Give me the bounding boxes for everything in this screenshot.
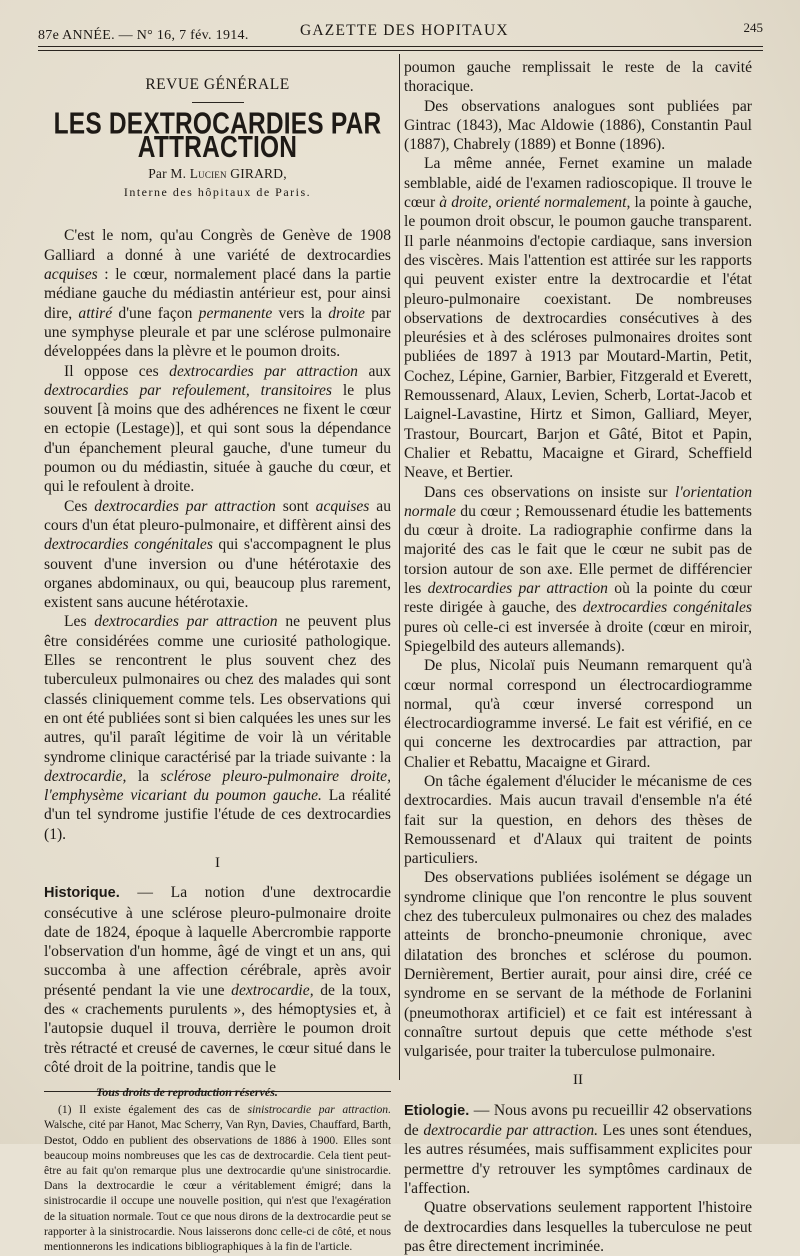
- article-title: LES DEXTROCARDIES PAR ATTRACTION: [53, 107, 382, 166]
- paragraph: On tâche également d'élucider le mécanisme de ces dextrocardies. Mais aucun travail d'ensemble n'a été fait sur la question, en dehors des thèses de Remoussenard et d'Alaux qui traitent de points particuliers.: [404, 772, 752, 868]
- section-number: II: [573, 1072, 583, 1089]
- rights-notice: Tous droits de reproduction réservés.: [96, 1085, 278, 1099]
- rubric-rule: [192, 102, 244, 103]
- rubric: REVUE GÉNÉRALE: [145, 76, 290, 93]
- section-number: I: [215, 854, 220, 871]
- paragraph: La même année, Fernet examine un malade semblable, aidé de l'examen radioscopique. Il trouve le cœur à droite, orienté normalement, la pointe à gauche, le poumon droit obscur, le poumon gauche transparent. Il parle néanmoins d'ectopie cardiaque, sans inversion des viscères. Mais l'attention est attirée sur les rapports qui peuvent exister entre la dextrocardie et l'état pleuro-pulmonaire coexistant. De nombreuses observations de dextrocardies consécutives à des pleurésies et à des scléroses pulmonaires droites sont publiées de 1897 à 1913 par Moutard-Martin, Petit, Cochez, Lépine, Garnier, Barbier, Fitzgerald et Everett, Remoussenard, Alaux, Levien, Scherb, Lortat-Jacob et Laignel-Lavastine, Hirtz et Simon, Galliard, Meyer, Trastour, Bourcart, Barjon et Gâté, Bitot et Papin, Chalier et Rebattu, Macaigne et Girard, Scheffield Neave, et Bertier.: [404, 155, 752, 482]
- paragraph: Ces dextrocardies par attraction sont acquises au cours d'un état pleuro-pulmonaire, et diffèrent ainsi des dextrocardies congénitales qui s'accompagnent le plus souvent d'une inversion ou d'une hétérotaxie des organes abdominaux, ou qui, beaucoup plus rarement, existent sans aucune hétérotaxie.: [44, 497, 391, 612]
- paragraph: poumon gauche remplissait le reste de la cavité thoracique.: [404, 59, 752, 96]
- section-heading: Etiologie.: [404, 1102, 470, 1119]
- paragraph: De plus, Nicolaï puis Neumann remarquent qu'à cœur normal correspond un électrocardiogramme normal, qu'à cœur inversé correspond un électrocardiogramme inversé. Le fait est vérifié, en ce qui concerne les dextrocardies par attraction, par Chalier et Rebattu, Macaigne et Girard.: [404, 657, 752, 771]
- paragraph: Quatre observations seulement rapportent l'histoire de dextrocardies dans lesquelles la tuberculose ne peut pas être directement incriminée.: [404, 1199, 752, 1255]
- paragraph: Etiologie. — Nous avons pu recueillir 42 observations de dextrocardie par attraction. Les unes sont étendues, les autres résumées, mais suffisamment explicites pour permettre d'y retrouver les symptômes cardinaux de l'affection.: [404, 1101, 752, 1197]
- paragraph: Dans ces observations on insiste sur l'orientation normale du cœur ; Remoussenard étudie les battements du cœur à droite. La radiographie confirme dans la majorité des cas le fait que le cœur ne subit pas de torsion autour de son axe. Elle permet de différencier les dextrocardies par attraction où la pointe du cœur reste dirigée à gauche, des dextrocardies congénitales pures où celle-ci est inversée à droite (cœur en miroir, Spiegelbild des auteurs allemands).: [404, 483, 753, 655]
- issue-info: 87e ANNÉE. — N° 16, 7 fév. 1914.: [38, 28, 249, 43]
- section-heading: Historique.: [44, 885, 120, 902]
- paragraph: Des observations publiées isolément se dégage un syndrome clinique que l'on rencontre le plus souvent chez des tuberculeux pulmonaires ou chez des malades atteints de broncho-pneumonie chronique, avec dilatation des bronches et sclérose du poumon. Dernièrement, Bertier aurait, pour ainsi dire, créé ce syndrome en se servant de la méthode de Forlanini (pneumothorax artificiel) et ce fait est intéressant à connaître surtout depuis que cette méthode s'est vulgarisée, pour traiter la tuberculose pulmonaire.: [404, 869, 752, 1061]
- paragraph: Historique. — La notion d'une dextrocardie consécutive à une sclérose pleuro-pulmonaire droite date de 1824, époque à laquelle Abercrombie rapporte l'observation d'un homme, âgé de vingt et un ans, qui succomba à une affection cérébrale, après avoir présenté pendant la vie une dextrocardie, de la toux, des « crachements purulents », des hémoptysies et, à l'autopsie duquel il trouva, derrière le poumon droit très rétracté et creusé de cavernes, le cœur situé dans le côté droit de la poitrine, tandis que le: [44, 884, 392, 1076]
- author-prefix: Par M.: [148, 165, 187, 181]
- paragraph: Les dextrocardies par attraction ne peuvent plus être considérées comme une curiosité pathologique. Elles se rencontrent le plus souvent chez des tuberculeux pulmonaires ou chez des malades qui sont classés cliniquement comme tels. Les observations qui en ont été publiées sont si bien calquées les unes sur les autres, qu'il paraît légitime de voir là un véritable syndrome clinique caractérisé par la triade suivante : la dextrocardie, la sclérose pleuro-pulmonaire droite, l'emphysème vicariant du poumon gauche. La réalité d'un tel syndrome justifie l'étude de ces dextrocardies (1).: [44, 613, 391, 843]
- header-rule-bottom: [38, 50, 763, 51]
- header-rule-top: [38, 46, 763, 47]
- running-header: [38, 18, 763, 42]
- footnote: (1) Il existe également des cas de sinistrocardie par attraction. Walsche, cité par Hanot, Mac Scherry, Van Ryn, Davies, Chauffard, Barth, Destot, Oddo en publient des observations de 1886 à 1900. Elles sont beaucoup moins nombreuses que les cas de dextrocardie. Cela tient peut-être au fait qu'on remarque plus une dextrocardie qu'une sinistrocardie. Dans la dextrocardie le cœur a véritablement émigré; dans la sinistrocardie il occupe une nouvelle position, qui n'est que l'exagération de la situation normale. Tout ce que nous dirons de la dextrocardie peut se rapporter à la sinistrocardie. Nous laisserons donc celle-ci de côté, et nous mentionnerons les indications bibliographiques à la fin de l'article.: [44, 1103, 392, 1254]
- left-column: [44, 58, 391, 1254]
- paragraph: Il oppose ces dextrocardies par attraction aux dextrocardies par refoulement, transitoires le plus souvent [à moins que des adhérences ne fixent le cœur en ectopie (Lestage)], et qui sont sous la dépendance d'un épanchement pleural gauche, d'une tumeur du poumon ou du médiastin, située à gauche du cœur, et qui le refoulent à droite.: [44, 362, 391, 496]
- author-affiliation: Interne des hôpitaux de Paris.: [123, 185, 312, 200]
- right-column: [404, 58, 752, 1256]
- author-line: [44, 164, 391, 183]
- page-number: 245: [743, 20, 763, 35]
- column-divider: [399, 54, 400, 1080]
- paragraph: Des observations analogues sont publiées par Gintrac (1843), Mac Aldowie (1886), Constantin Paul (1887), Chabrely (1889) et Bonne (1896).: [404, 97, 752, 154]
- author-name: Lucien GIRARD,: [189, 165, 287, 181]
- journal-title: GAZETTE DES HOPITAUX: [300, 22, 509, 39]
- paragraph: C'est le nom, qu'au Congrès de Genève de 1908 Galliard a donné à une variété de dextrocardies acquises : le cœur, normalement placé dans la partie médiane gauche du médiastin antérieur est, pour ainsi dire, attiré d'une façon permanente vers la droite par une symphyse pleurale et par une sclérose pulmonaire développées dans la plèvre et le poumon droits.: [44, 227, 392, 361]
